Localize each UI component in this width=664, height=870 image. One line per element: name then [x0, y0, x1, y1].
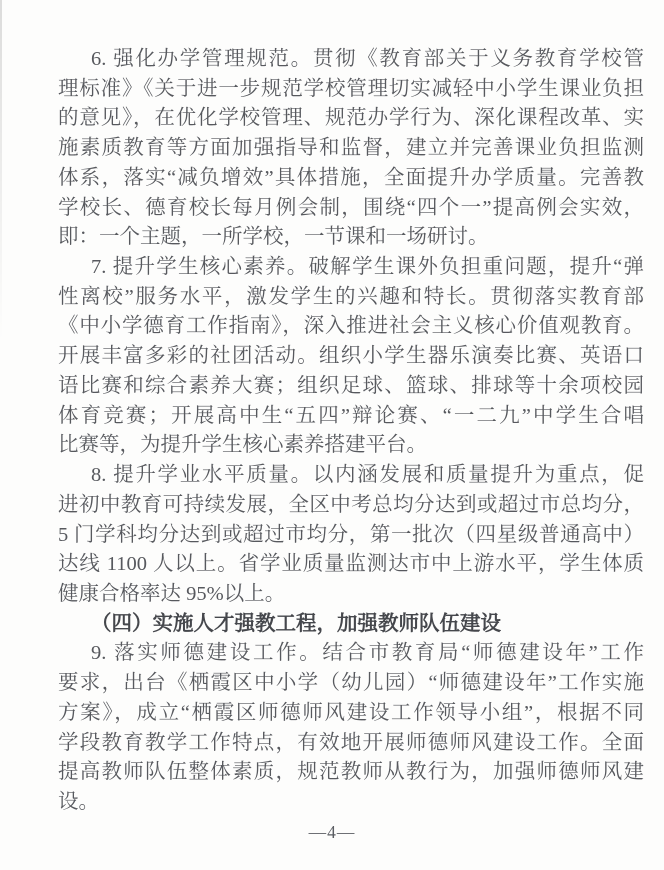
text-line: 性离校”服务水平，激发学生的兴趣和特长。贯彻落实教育部	[58, 285, 644, 308]
document-text-block	[58, 45, 644, 818]
text-line: 达线 1100 人以上。省学业质量监测达市中上游水平，学生体质	[58, 553, 644, 576]
text-line: 方案》，成立“栖霞区师德师风建设工作领导小组”，根据不同	[58, 701, 644, 724]
paragraph-item-7	[58, 253, 644, 461]
text-line: 要求，出台《栖霞区中小学（幼儿园）“师德建设年”工作实施	[58, 672, 644, 695]
paragraph-item-8	[58, 461, 644, 610]
text-line: 设。	[58, 790, 99, 813]
text-line: 7. 提升学生核心素养。破解学生课外负担重问题，提升“弹	[91, 256, 644, 279]
text-line: 的意见》，在优化学校管理、规范办学行为、深化课程改革、实	[58, 107, 644, 130]
text-line: 进初中教育可持续发展，全区中考总均分达到或超过市总均分，	[58, 493, 644, 516]
text-line: 学段教育教学工作特点，有效地开展师德师风建设工作。全面	[58, 731, 644, 754]
text-line: 开展丰富多彩的社团活动。组织小学生器乐演奏比赛、英语口	[58, 345, 644, 368]
text-line: 施素质教育等方面加强指导和监督，建立并完善课业负担监测	[58, 137, 644, 160]
text-line: 9. 落实师德建设工作。结合市教育局“师德建设年”工作	[91, 642, 644, 665]
paragraph-item-6	[58, 45, 644, 253]
text-line: 提高教师队伍整体素质，规范教师从教行为，加强师德师风建	[58, 761, 644, 784]
text-line: 比赛等，为提升学生核心素养搭建平台。	[58, 434, 427, 457]
page-number: —4—	[308, 822, 356, 842]
text-line: 5 门学科均分达到或超过市均分，第一批次（四星级普通高中）	[58, 523, 644, 546]
scan-edge-artifact	[0, 0, 2, 340]
text-line: 8. 提升学业水平质量。以内涵发展和质量提升为重点，促	[91, 464, 644, 487]
paragraph-item-9	[58, 639, 644, 817]
section-heading	[58, 610, 644, 640]
text-line: 6. 强化办学管理规范。贯彻《教育部关于义务教育学校管	[91, 48, 644, 70]
text-line: 体育竞赛；开展高中生“五四”辩论赛、“一二九”中学生合唱	[58, 404, 644, 427]
text-line: 体系，落实“减负增效”具体措施，全面提升办学质量。完善教	[58, 166, 644, 189]
text-line: 《中小学德育工作指南》，深入推进社会主义核心价值观教育。	[58, 315, 644, 338]
text-line: 健康合格率达 95%以上。	[58, 582, 286, 605]
text-line: 语比赛和综合素养大赛；组织足球、篮球、排球等十余项校园	[58, 374, 644, 397]
text-line: 学校长、德育校长每月例会制，围绕“四个一”提高例会实效，	[58, 196, 644, 219]
text-line: 即：一个主题，一所学校，一节课和一场研讨。	[58, 226, 489, 249]
text-line: 理标准》《关于进一步规范学校管理切实减轻中小学生课业负担	[58, 77, 644, 100]
section-heading-text: （四）实施人才强教工程，加强教师队伍建设	[91, 612, 501, 635]
